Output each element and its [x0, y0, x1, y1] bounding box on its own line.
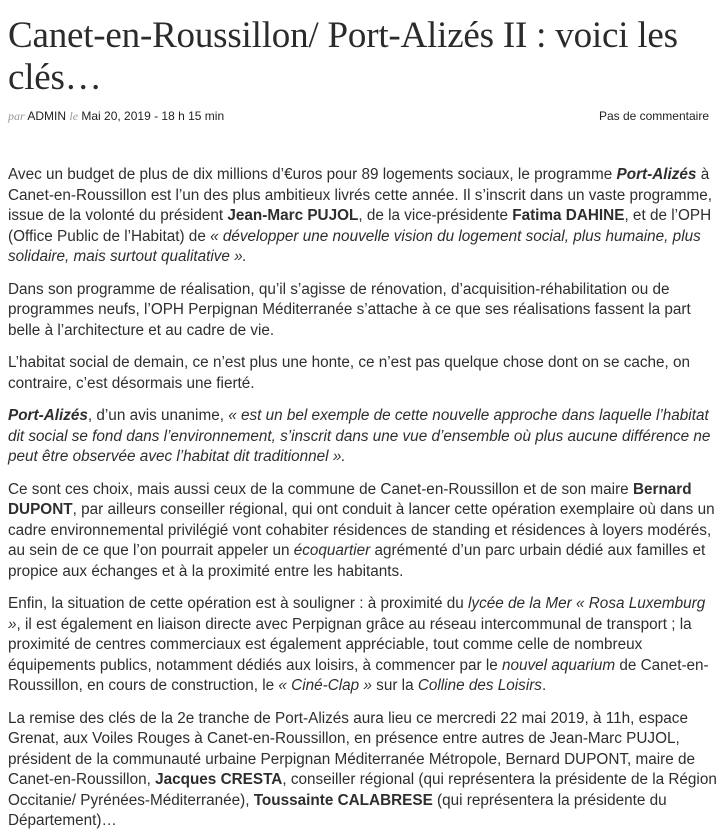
article-paragraph: [8, 165, 717, 268]
text-run: , par ailleurs conseiller régional, qui ont conduit à lancer cette opération exemplaire où dans un cadre environnemental privilégié vont cohabiter résidences de standing et résidences à loyers modérés, au sein de ce que l’on pourrait appeler un: [8, 501, 715, 559]
bold-text: Fatima DAHINE: [512, 207, 625, 224]
italic-text: lycée de la Mer « Rosa Luxemburg »: [8, 595, 706, 633]
article-body: [8, 165, 717, 832]
bold-text: Toussainte CALABRESE: [253, 791, 433, 809]
post-datetime: Mai 20, 2019 - 18 h 15 min: [81, 109, 225, 123]
text-run: sur la: [371, 677, 418, 694]
date-label: le: [69, 109, 79, 123]
italic-text: Colline des Loisirs: [417, 677, 542, 694]
italic-text: « est un bel exemple de cette nouvelle approche dans laquelle l’habitat dit social se fond dans l’environnement, s’inscrit dans une vue d’ensemble où plus aucune différence ne peut être observée avec l’habitat dit traditionnel ».: [8, 407, 711, 465]
text-run: , et de l’OPH (Office Public de l’Habitat) de: [8, 207, 712, 245]
article-paragraph: [8, 709, 717, 832]
emphasis-text: Port-Alizés: [8, 407, 88, 424]
by-label: par: [8, 109, 25, 123]
article: [0, 15, 725, 829]
text-run: (qui représentera la présidente du Département)…: [8, 791, 667, 829]
comments-link[interactable]: Pas de commentaire: [598, 109, 709, 123]
text-run: Dans son programme de réalisation, qu’il s’agisse de rénovation, d’acquisition-réhabilitation ou de programmes neufs, l’OPH Perpignan Méditerranée s’attache à ce que ses réalisations fassent la part belle à l’architecture et au cadre de vie.: [8, 280, 691, 339]
bold-text: [617, 166, 697, 183]
article-paragraph: [8, 594, 717, 697]
italic-text: nouvel aquarium: [502, 656, 616, 674]
text-run: à Canet-en-Roussillon est l’un des plus ambitieux livrés cette année. Il s’inscrit dans un vaste programme, issue de la volonté du président: [8, 166, 712, 224]
text-run: Enfin, la situation de cette opération est à souligner : à proximité du: [8, 595, 469, 612]
text-run: L’habitat social de demain, ce n’est plus une honte, ce n’est pas quelque chose dont on se cache, on contraire, c’est désormais une fierté.: [8, 354, 691, 392]
article-paragraph: [8, 280, 717, 342]
emphasis-text: Port-Alizés: [616, 166, 697, 183]
italic-text: écoquartier: [293, 542, 371, 559]
text-run: agrémenté d’un parc urbain dédié aux familles et propice aux échanges et à la proximité entre les habitants.: [8, 542, 706, 580]
text-run: .: [541, 677, 547, 694]
bold-text: Bernard DUPONT: [8, 480, 692, 518]
bold-text: Jacques CRESTA: [155, 771, 283, 788]
text-run: , il est également en liaison directe avec Perpignan grâce au réseau intercommunal de transport ; la proximité de centres commerciaux est également appréciable, tout comme celle de nombreux équipements publics, notamment dédiés aux loisirs, à commencer par le: [8, 615, 692, 674]
text-run: Ce sont ces choix, mais aussi ceux de la commune de Canet-en-Roussillon et de son maire: [8, 480, 633, 498]
text-run: , d’un avis unanime,: [87, 407, 229, 424]
author-link[interactable]: ADMIN: [27, 109, 67, 123]
post-meta: [8, 109, 717, 127]
italic-text: « développer une nouvelle vision du logement social, plus humaine, plus solidaire, mais surtout qualitative ».: [8, 227, 701, 265]
text-run: La remise des clés de la 2e tranche de Port-Alizés aura lieu ce mercredi 22 mai 2019, à 11h, espace Grenat, aux Voiles Rouges à Canet-en-Roussillon, en présence entre autres de Jean-Marc PUJOL, président de la communauté urbaine Perpignan Méditerranée Métropole, Bernard DUPONT, maire de Canet-en-Roussillon,: [8, 709, 696, 788]
italic-text: « Ciné-Clap »: [278, 677, 372, 694]
article-paragraph: [8, 406, 717, 468]
bold-text: [8, 407, 88, 424]
text-run: , conseiller régional (qui représentera la présidente de la Région Occitanie/ Pyrénées-Méditerranée),: [8, 771, 717, 809]
article-paragraph: [8, 480, 717, 583]
text-run: , de la vice-présidente: [358, 207, 513, 224]
article-title: Canet-en-Roussillon/ Port-Alizés II : voici les clés…: [8, 15, 678, 98]
text-run: Avec un budget de plus de dix millions d’€uros pour 89 logements sociaux, le programme: [8, 166, 617, 183]
article-paragraph: [8, 353, 717, 394]
text-run: de Canet-en-Roussillon, en cours de construction, le: [8, 656, 709, 694]
bold-text: Jean-Marc PUJOL: [227, 207, 359, 224]
